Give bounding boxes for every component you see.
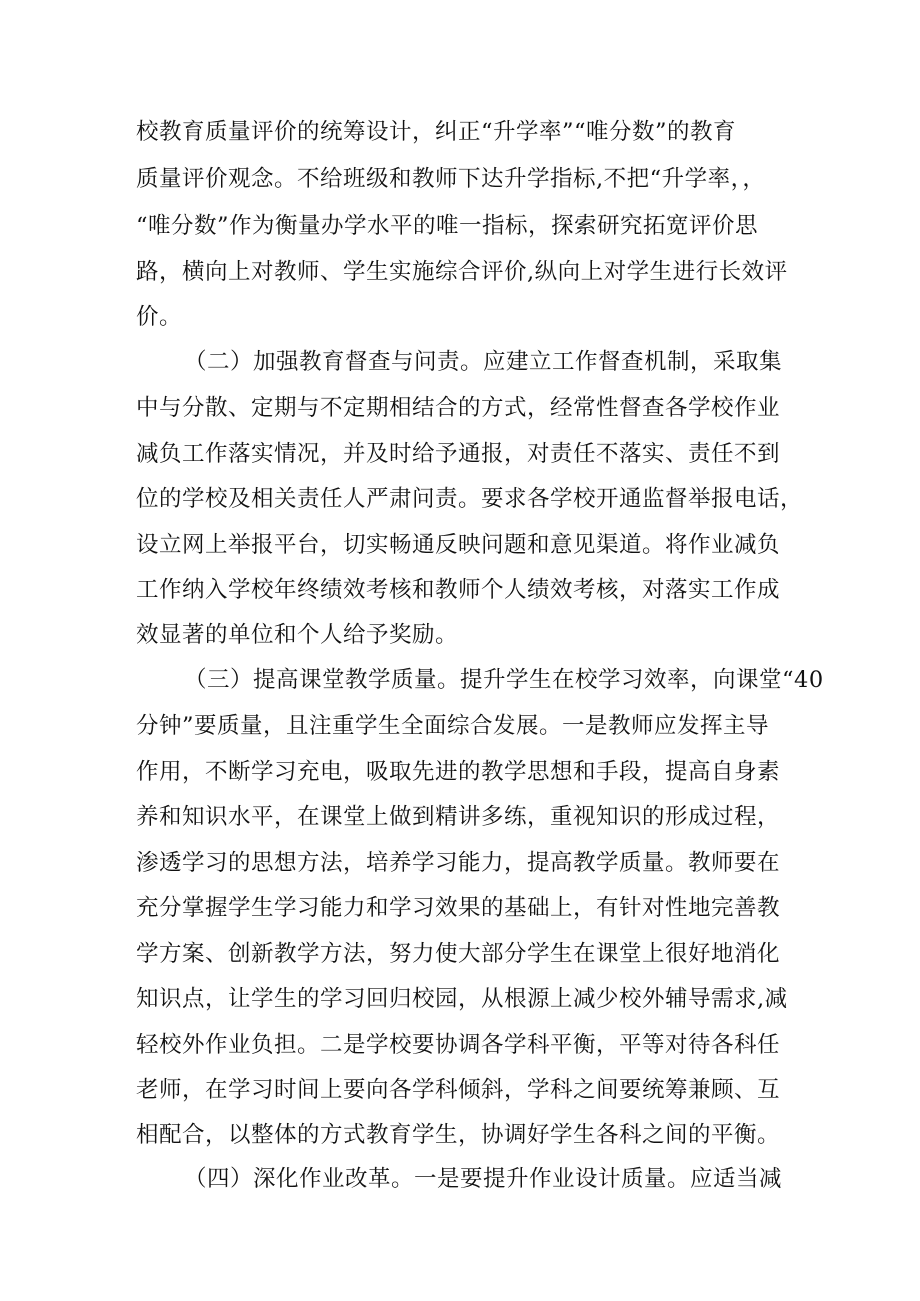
text-line: 价。 (136, 304, 183, 330)
text-line: 质量评价观念。不给班级和教师下达升学指标,不把“升学率，， (136, 166, 766, 192)
text-line: 充分掌握学生学习能力和学习效果的基础上，有针对性地完善教 (136, 895, 781, 921)
text-line: 知识点，让学生的学习回归校园，从根源上减少校外辅导需求,减 (136, 986, 788, 1012)
text-line: 效显著的单位和个人给予奖励。 (136, 622, 459, 648)
text-line: 养和知识水平，在课堂上做到精讲多练，重视知识的形成过程， (136, 804, 781, 830)
text-line: 校教育质量评价的统筹设计，纠正“升学率”“唯分数”的教育 (136, 119, 737, 145)
text-line: 学方案、创新教学方法，努力使大部分学生在课堂上很好地消化 (136, 941, 781, 967)
text-line: 设立网上举报平台，切实畅通反映问题和意见渠道。将作业减负 (136, 532, 781, 558)
text-line: “唯分数”作为衡量办学水平的唯一指标，探索研究拓宽评价思 (136, 213, 759, 239)
paragraph-heading-4: （四）深化作业改革。一是要提升作业设计质量。应适当减 (184, 1166, 783, 1192)
text-line: 作用，不断学习充电，吸取先进的教学思想和手段，提高自身素 (136, 759, 781, 785)
text-line: 老师，在学习时间上要向各学科倾斜，学科之间要统筹兼顾、互 (136, 1077, 781, 1103)
text-line: 减负工作落实情况，并及时给予通报，对责任不落实、责任不到 (136, 441, 781, 467)
text-line: 中与分散、定期与不定期相结合的方式，经常性督查各学校作业 (136, 395, 781, 421)
text-line: 分钟”要质量，且注重学生全面综合发展。一是教师应发挥主导 (136, 713, 770, 739)
paragraph-heading-2: （二）加强教育督查与问责。应建立工作督查机制，采取集 (184, 349, 783, 375)
text-line: 路，横向上对教师、学生实施综合评价,纵向上对学生进行长效评 (136, 259, 788, 285)
text-line: 工作纳入学校年终绩效考核和教师个人绩效考核，对落实工作成 (136, 577, 781, 603)
paragraph-heading-3: （三）提高课堂教学质量。提升学生在校学习效率，向课堂“40 (184, 667, 824, 693)
text-line: 渗透学习的思想方法，培养学习能力，提高教学质量。教师要在 (136, 850, 781, 876)
text-line: 相配合，以整体的方式教育学生，协调好学生各科之间的平衡。 (136, 1122, 781, 1148)
text-line: 位的学校及相关责任人严肃问责。要求各学校开通监督举报电话， (136, 486, 804, 512)
text-line: 轻校外作业负担。二是学校要协调各学科平衡，平等对待各科任 (136, 1032, 781, 1058)
